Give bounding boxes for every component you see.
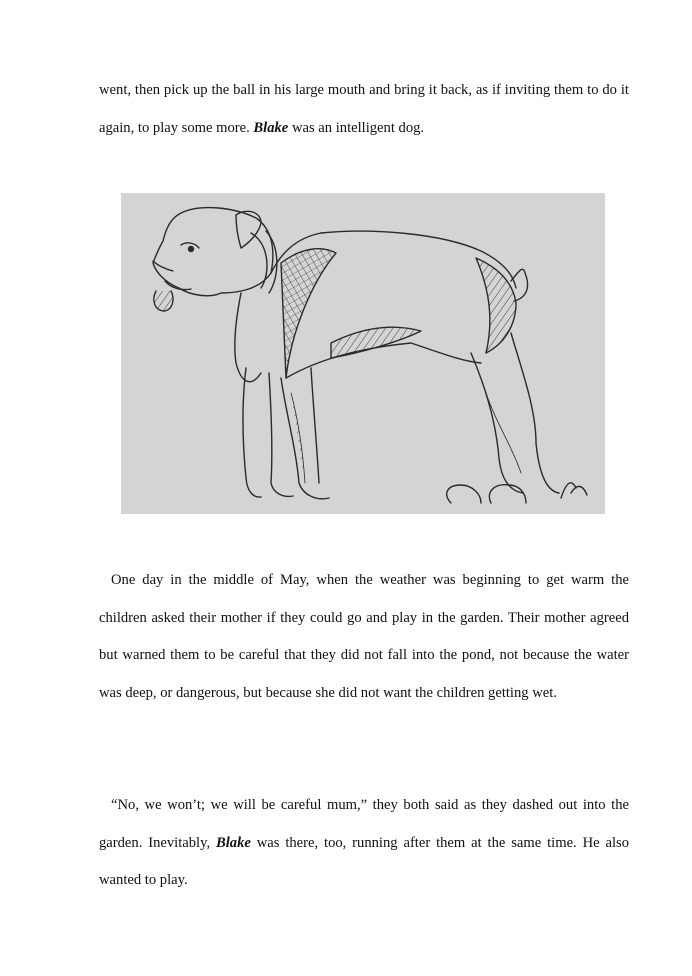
paragraph-2 bbox=[99, 562, 629, 712]
paragraph-1-text-b: was an intelligent dog. bbox=[288, 119, 425, 136]
dog-name-blake: Blake bbox=[253, 119, 289, 136]
paragraph-1 bbox=[99, 72, 629, 147]
dog-sketch-image bbox=[121, 193, 605, 514]
dog-illustration bbox=[121, 193, 605, 514]
paragraph-3-text-a: “No, we won’t; we will be careful mum,” they both said as they dashed out into the garden. Inevitably, bbox=[99, 797, 629, 851]
paragraph-3-text-b: was there, too, running after them at the same time. He also wanted to play. bbox=[99, 834, 629, 888]
paragraph-3 bbox=[99, 787, 629, 900]
paragraph-2-text: One day in the middle of May, when the weather was beginning to get warm the children asked their mother if they could go and play in the garden. Their mother agreed but warned them to be careful that they did not fall into the pond, not because the water was deep, or dangerous, but because she did not want the children getting wet. bbox=[99, 572, 629, 701]
dog-name-blake: Blake bbox=[215, 834, 251, 851]
paragraph-1-text-a: went, then pick up the ball in his large mouth and bring it back, as if inviting them to do it again, to play some more. bbox=[99, 82, 629, 136]
